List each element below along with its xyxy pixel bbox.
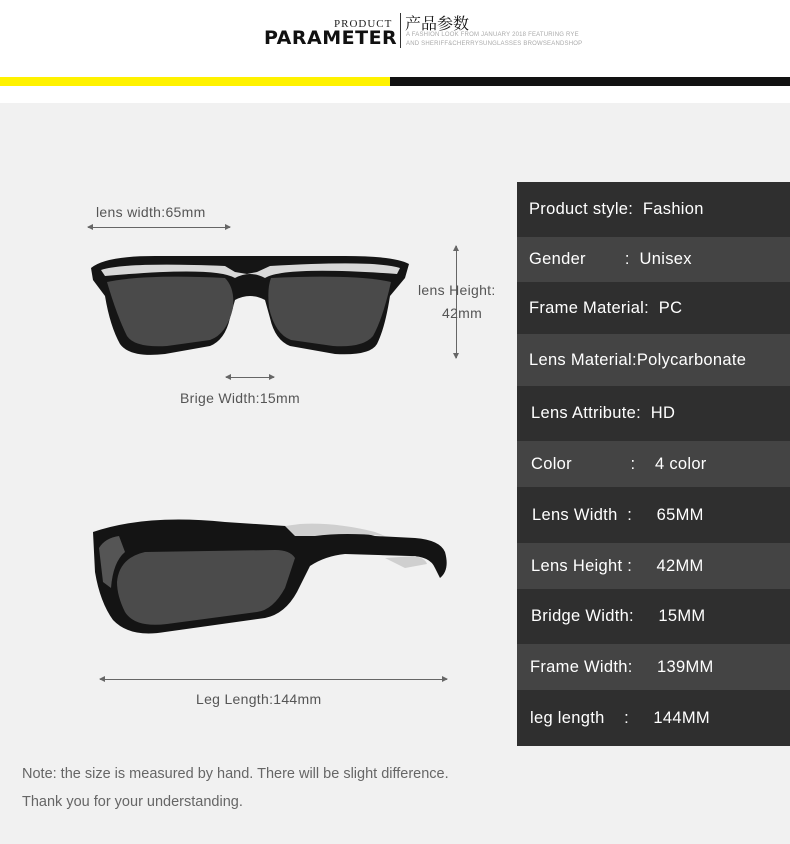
lens-height-label-line2: 42mm [442, 305, 483, 321]
bridge-width-label: Brige Width:15mm [180, 390, 300, 406]
header-divider [400, 13, 401, 48]
header-parameter-label: PARAMETER [264, 27, 398, 49]
lens-height-label-line1: lens Height: [418, 282, 496, 298]
spec-text: Color : 4 color [531, 454, 707, 473]
spec-text: Frame Width: 139MM [530, 657, 714, 676]
spec-text: Lens Height : 42MM [531, 556, 704, 575]
spec-text: Bridge Width: 15MM [531, 607, 706, 625]
spec-row [517, 543, 790, 589]
header-tagline: A FASHION LOOK FROM JANUARY 2018 FEATURING RYE AND SHERIFF&CHERRYSUNGLASSES BROWSEANDSHOP [406, 32, 583, 47]
spec-text: Lens Material:Polycarbonate [529, 350, 747, 369]
accent-bar-yellow [0, 77, 390, 86]
spec-row [517, 589, 790, 644]
spec-row [517, 690, 790, 746]
spec-row [517, 237, 790, 282]
spec-row [517, 334, 790, 386]
leg-length-arrow [100, 679, 447, 680]
sunglasses-side-image [85, 492, 455, 644]
spec-table [517, 182, 783, 746]
spec-row [517, 182, 790, 237]
spec-row [517, 487, 790, 543]
bridge-width-arrow [226, 377, 274, 378]
lens-width-label: lens width:65mm [96, 204, 206, 220]
accent-bar-black [390, 77, 790, 86]
spec-text: leg length : 144MM [530, 708, 710, 727]
spec-row [517, 386, 790, 441]
spec-row [517, 441, 790, 487]
spec-text: Lens Attribute: HD [531, 404, 676, 422]
sunglasses-front-image [85, 248, 415, 360]
spec-text: Lens Width : 65MM [532, 505, 704, 524]
lens-width-arrow [88, 227, 230, 228]
spec-text: Gender : Unisex [529, 250, 692, 268]
spec-row [517, 644, 790, 690]
note-line-2: Thank you for your understanding. [22, 794, 243, 810]
spec-row [517, 282, 790, 334]
spec-text: Frame Material: PC [529, 298, 683, 317]
lens-height-arrow [456, 246, 457, 358]
header-chinese-label: 产品参数 [405, 14, 470, 33]
header-area [0, 0, 790, 103]
header-product-label: PRODUCT [334, 18, 393, 30]
leg-length-label: Leg Length:144mm [196, 691, 322, 707]
note-line-1: Note: the size is measured by hand. There will be slight difference. [22, 766, 449, 782]
spec-text: Product style: Fashion [529, 200, 704, 218]
